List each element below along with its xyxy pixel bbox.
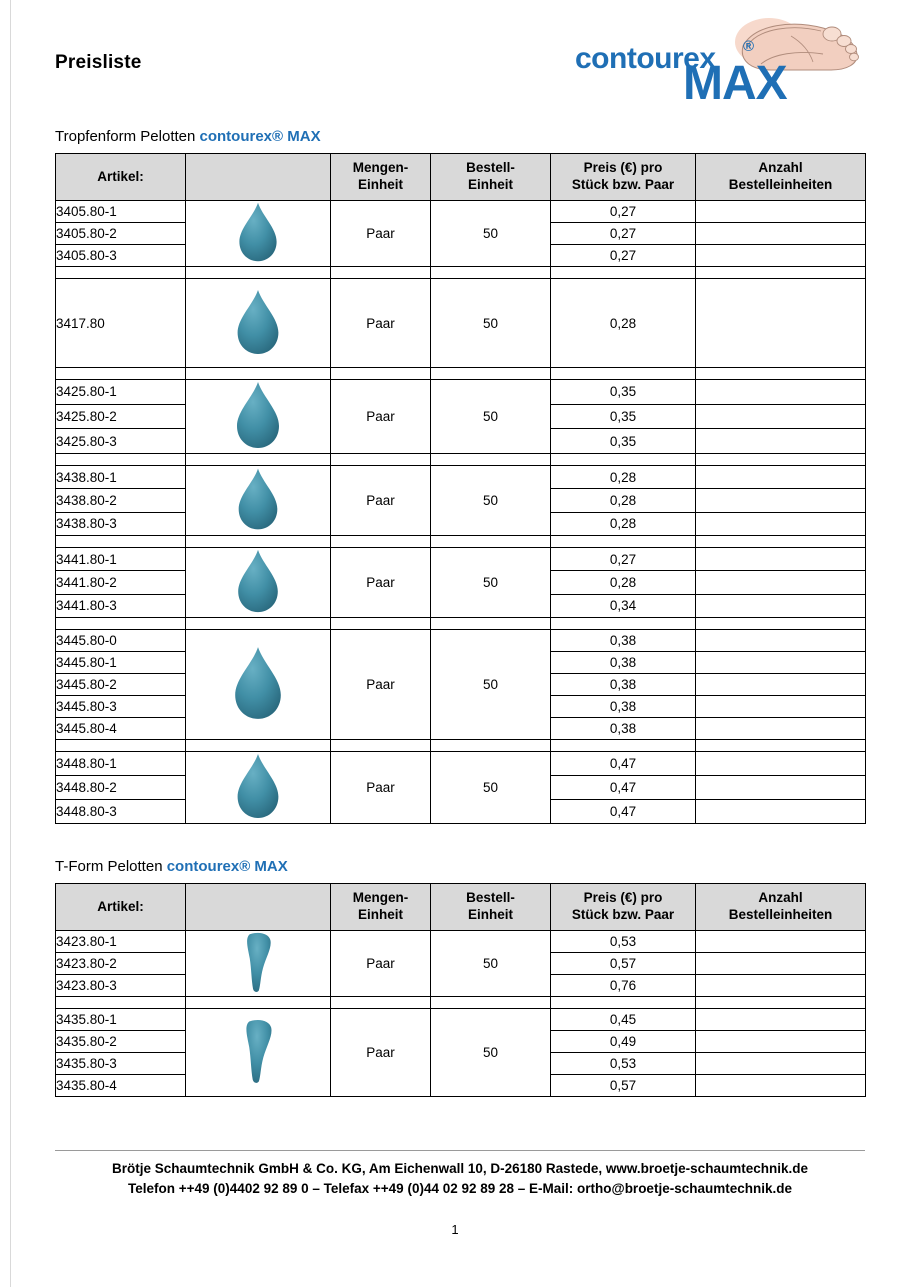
col-header-artikel — [56, 884, 186, 931]
cell-preis: 0,47 — [551, 776, 696, 800]
cell-artikel: 3423.80-2 — [56, 953, 186, 975]
pelotte-drop-icon — [230, 645, 286, 721]
cell-product-image — [186, 380, 331, 454]
section-heading-brand: contourex® MAX — [199, 128, 321, 145]
cell-anzahl-bestelleinheiten[interactable] — [696, 380, 866, 405]
cell-artikel: 3405.80-2 — [56, 223, 186, 245]
table-header-row — [56, 154, 866, 201]
cell-preis: 0,35 — [551, 404, 696, 429]
table-row — [56, 201, 866, 223]
cell-bestelleinheit: 50 — [431, 380, 551, 454]
cell-anzahl-bestelleinheiten[interactable] — [696, 953, 866, 975]
spacer-cell — [186, 740, 331, 752]
cell-artikel: 3448.80-2 — [56, 776, 186, 800]
cell-artikel: 3425.80-2 — [56, 404, 186, 429]
col-header-bestelleinheit — [431, 154, 551, 201]
cell-mengeneinheit: Paar — [331, 752, 431, 824]
table-body-tropfenform — [56, 201, 866, 824]
cell-preis: 0,57 — [551, 953, 696, 975]
spacer-cell — [186, 454, 331, 466]
cell-preis: 0,49 — [551, 1031, 696, 1053]
col-header-mengeneinheit — [331, 884, 431, 931]
spacer-cell — [331, 267, 431, 279]
cell-bestelleinheit: 50 — [431, 931, 551, 997]
cell-product-image — [186, 931, 331, 997]
cell-mengeneinheit: Paar — [331, 466, 431, 536]
cell-anzahl-bestelleinheiten[interactable] — [696, 718, 866, 740]
cell-anzahl-bestelleinheiten[interactable] — [696, 512, 866, 535]
col-header-preis — [551, 154, 696, 201]
cell-anzahl-bestelleinheiten[interactable] — [696, 1075, 866, 1097]
cell-artikel: 3435.80-1 — [56, 1009, 186, 1031]
col-header-preis-line1: Preis (€) pro — [583, 160, 663, 176]
section-heading-tropfenform — [55, 128, 865, 145]
cell-preis: 0,28 — [551, 512, 696, 535]
cell-anzahl-bestelleinheiten[interactable] — [696, 1009, 866, 1031]
cell-anzahl-bestelleinheiten[interactable] — [696, 429, 866, 454]
spacer-cell — [551, 740, 696, 752]
spacer-cell — [551, 997, 696, 1009]
cell-product-image — [186, 630, 331, 740]
cell-anzahl-bestelleinheiten[interactable] — [696, 776, 866, 800]
section-tropfenform — [55, 128, 865, 824]
page-footer — [55, 1150, 865, 1198]
cell-anzahl-bestelleinheiten[interactable] — [696, 594, 866, 617]
cell-anzahl-bestelleinheiten[interactable] — [696, 696, 866, 718]
col-header-artikel-line1: Artikel: — [97, 168, 144, 184]
spacer-cell — [331, 454, 431, 466]
footer-divider — [55, 1150, 865, 1151]
cell-mengeneinheit: Paar — [331, 931, 431, 997]
col-header-anzahl-line1: Anzahl — [758, 890, 803, 906]
col-header-anzahl-line1: Anzahl — [758, 160, 803, 176]
cell-artikel: 3425.80-3 — [56, 429, 186, 454]
col-header-bestelleinheit — [431, 884, 551, 931]
section-tform — [55, 858, 865, 1097]
spacer-cell — [696, 454, 866, 466]
cell-anzahl-bestelleinheiten[interactable] — [696, 404, 866, 429]
spacer-cell — [696, 740, 866, 752]
col-header-menge-line2: Einheit — [357, 907, 403, 922]
cell-preis: 0,47 — [551, 752, 696, 776]
cell-mengeneinheit: Paar — [331, 380, 431, 454]
cell-artikel: 3441.80-2 — [56, 571, 186, 594]
cell-mengeneinheit: Paar — [331, 548, 431, 618]
col-header-anzahl-line2: Bestelleinheiten — [728, 907, 833, 922]
cell-bestelleinheit: 50 — [431, 1009, 551, 1097]
cell-preis: 0,34 — [551, 594, 696, 617]
price-table-tropfenform — [55, 153, 866, 824]
cell-preis: 0,76 — [551, 975, 696, 997]
cell-preis: 0,28 — [551, 489, 696, 512]
spacer-cell — [696, 536, 866, 548]
footer-contact-line: Telefon ++49 (0)4402 92 89 0 – Telefax ++49 (0)44 02 92 89 28 – E-Mail: ortho@broetje-schaumtechnik.de — [128, 1180, 792, 1196]
cell-preis: 0,53 — [551, 1053, 696, 1075]
section-heading-plain: Tropfenform Pelotten — [55, 128, 200, 145]
cell-preis: 0,53 — [551, 931, 696, 953]
cell-preis: 0,38 — [551, 718, 696, 740]
spacer-cell — [56, 454, 186, 466]
cell-anzahl-bestelleinheiten[interactable] — [696, 931, 866, 953]
cell-bestelleinheit: 50 — [431, 466, 551, 536]
col-header-bild — [186, 154, 331, 201]
spacer-cell — [331, 368, 431, 380]
table-group-spacer — [56, 618, 866, 630]
col-header-anzahl — [696, 154, 866, 201]
cell-artikel: 3441.80-1 — [56, 548, 186, 571]
spacer-cell — [431, 368, 551, 380]
spacer-cell — [696, 997, 866, 1009]
spacer-cell — [431, 618, 551, 630]
pelotte-drop-icon — [234, 548, 282, 614]
spacer-cell — [186, 267, 331, 279]
col-header-menge-line2: Einheit — [357, 177, 403, 192]
cell-anzahl-bestelleinheiten[interactable] — [696, 466, 866, 489]
cell-product-image — [186, 752, 331, 824]
spacer-cell — [331, 536, 431, 548]
cell-bestelleinheit: 50 — [431, 752, 551, 824]
spacer-cell — [56, 368, 186, 380]
cell-mengeneinheit: Paar — [331, 630, 431, 740]
cell-artikel: 3438.80-3 — [56, 512, 186, 535]
pelotte-drop-icon — [235, 201, 281, 263]
pelotte-drop-icon — [233, 752, 283, 820]
spacer-cell — [551, 536, 696, 548]
page-title: Preisliste — [55, 52, 142, 73]
col-header-preis — [551, 884, 696, 931]
pelotte-tform-icon — [237, 931, 279, 993]
cell-anzahl-bestelleinheiten[interactable] — [696, 201, 866, 223]
cell-artikel: 3435.80-2 — [56, 1031, 186, 1053]
cell-bestelleinheit: 50 — [431, 279, 551, 368]
cell-artikel: 3448.80-3 — [56, 800, 186, 824]
table-header — [56, 884, 866, 931]
spacer-cell — [551, 618, 696, 630]
cell-product-image — [186, 279, 331, 368]
cell-preis: 0,57 — [551, 1075, 696, 1097]
col-header-preis-line1: Preis (€) pro — [583, 890, 663, 906]
table-header — [56, 154, 866, 201]
col-header-menge-line1: Mengen- — [352, 890, 409, 906]
cell-artikel: 3423.80-3 — [56, 975, 186, 997]
spacer-cell — [186, 536, 331, 548]
cell-artikel: 3405.80-3 — [56, 245, 186, 267]
cell-anzahl-bestelleinheiten[interactable] — [696, 571, 866, 594]
cell-preis: 0,38 — [551, 674, 696, 696]
cell-anzahl-bestelleinheiten[interactable] — [696, 223, 866, 245]
col-header-bild — [186, 884, 331, 931]
col-header-mengeneinheit — [331, 154, 431, 201]
cell-anzahl-bestelleinheiten[interactable] — [696, 1053, 866, 1075]
cell-artikel: 3445.80-3 — [56, 696, 186, 718]
col-header-preis-line2: Stück bzw. Paar — [571, 907, 675, 922]
cell-preis: 0,27 — [551, 548, 696, 571]
table-row — [56, 752, 866, 776]
cell-mengeneinheit: Paar — [331, 279, 431, 368]
cell-artikel: 3448.80-1 — [56, 752, 186, 776]
spacer-cell — [431, 536, 551, 548]
cell-anzahl-bestelleinheiten[interactable] — [696, 489, 866, 512]
cell-preis: 0,38 — [551, 652, 696, 674]
col-header-bestell-line2: Einheit — [467, 907, 513, 922]
spacer-cell — [331, 740, 431, 752]
cell-anzahl-bestelleinheiten[interactable] — [696, 1031, 866, 1053]
cell-artikel: 3445.80-0 — [56, 630, 186, 652]
cell-preis: 0,28 — [551, 466, 696, 489]
spacer-cell — [331, 618, 431, 630]
logo-brand-text: contourex — [575, 42, 716, 75]
table-row — [56, 931, 866, 953]
cell-anzahl-bestelleinheiten[interactable] — [696, 630, 866, 652]
table-row — [56, 630, 866, 652]
table-group-spacer — [56, 267, 866, 279]
cell-anzahl-bestelleinheiten[interactable] — [696, 800, 866, 824]
spacer-cell — [551, 368, 696, 380]
cell-anzahl-bestelleinheiten[interactable] — [696, 548, 866, 571]
spacer-cell — [186, 368, 331, 380]
cell-preis: 0,28 — [551, 571, 696, 594]
cell-bestelleinheit: 50 — [431, 548, 551, 618]
contourex-max-logo — [575, 16, 865, 110]
page-number: 1 — [451, 1222, 459, 1237]
col-header-anzahl — [696, 884, 866, 931]
col-header-menge-line1: Mengen- — [352, 160, 409, 176]
cell-anzahl-bestelleinheiten[interactable] — [696, 245, 866, 267]
pelotte-drop-icon — [235, 466, 281, 532]
page-content — [55, 0, 865, 1097]
price-table-tform — [55, 883, 866, 1097]
section-heading-plain: T-Form Pelotten — [55, 858, 167, 875]
section-heading-brand: contourex® MAX — [166, 858, 288, 875]
pelotte-tform-icon — [236, 1018, 280, 1084]
col-header-anzahl-line2: Bestelleinheiten — [728, 177, 833, 192]
col-header-artikel-line1: Artikel: — [97, 898, 144, 914]
cell-product-image — [186, 466, 331, 536]
cell-preis: 0,28 — [551, 279, 696, 368]
table-group-spacer — [56, 740, 866, 752]
cell-artikel: 3425.80-1 — [56, 380, 186, 405]
footer-address-line: Brötje Schaumtechnik GmbH & Co. KG, Am Eichenwall 10, D-26180 Rastede, www.broetje-schaumtechnik.de — [112, 1161, 808, 1176]
cell-anzahl-bestelleinheiten[interactable] — [696, 652, 866, 674]
cell-anzahl-bestelleinheiten[interactable] — [696, 752, 866, 776]
col-header-preis-line2: Stück bzw. Paar — [571, 177, 675, 192]
spacer-cell — [696, 267, 866, 279]
cell-artikel: 3441.80-3 — [56, 594, 186, 617]
cell-artikel: 3445.80-1 — [56, 652, 186, 674]
table-row — [56, 279, 866, 368]
spacer-cell — [431, 740, 551, 752]
cell-product-image — [186, 548, 331, 618]
cell-preis: 0,45 — [551, 1009, 696, 1031]
col-header-bestell-line1: Bestell- — [466, 160, 515, 176]
cell-artikel: 3405.80-1 — [56, 201, 186, 223]
page-left-margin — [0, 0, 11, 1287]
cell-bestelleinheit: 50 — [431, 201, 551, 267]
spacer-cell — [56, 536, 186, 548]
logo-product-text: MAX — [683, 57, 787, 110]
cell-product-image — [186, 1009, 331, 1097]
pelotte-drop-icon — [232, 380, 284, 450]
cell-anzahl-bestelleinheiten[interactable] — [696, 674, 866, 696]
spacer-cell — [551, 454, 696, 466]
table-group-spacer — [56, 454, 866, 466]
cell-anzahl-bestelleinheiten[interactable] — [696, 279, 866, 368]
spacer-cell — [56, 740, 186, 752]
table-group-spacer — [56, 368, 866, 380]
cell-artikel: 3417.80 — [56, 279, 186, 368]
table-row — [56, 548, 866, 571]
cell-mengeneinheit: Paar — [331, 1009, 431, 1097]
spacer-cell — [551, 267, 696, 279]
spacer-cell — [696, 368, 866, 380]
spacer-cell — [696, 618, 866, 630]
table-header-row — [56, 884, 866, 931]
col-header-bestell-line2: Einheit — [467, 177, 513, 192]
cell-preis: 0,47 — [551, 800, 696, 824]
cell-preis: 0,35 — [551, 429, 696, 454]
col-header-artikel — [56, 154, 186, 201]
table-row — [56, 466, 866, 489]
col-header-bestell-line1: Bestell- — [466, 890, 515, 906]
cell-preis: 0,27 — [551, 223, 696, 245]
spacer-cell — [431, 454, 551, 466]
spacer-cell — [56, 997, 186, 1009]
cell-product-image — [186, 201, 331, 267]
cell-preis: 0,27 — [551, 201, 696, 223]
spacer-cell — [56, 267, 186, 279]
cell-preis: 0,35 — [551, 380, 696, 405]
cell-mengeneinheit: Paar — [331, 201, 431, 267]
spacer-cell — [186, 618, 331, 630]
cell-artikel: 3438.80-2 — [56, 489, 186, 512]
logo-registered-icon: ® — [743, 38, 755, 55]
table-group-spacer — [56, 536, 866, 548]
table-body-tform — [56, 931, 866, 1097]
spacer-cell — [56, 618, 186, 630]
cell-artikel: 3435.80-3 — [56, 1053, 186, 1075]
cell-preis: 0,38 — [551, 630, 696, 652]
table-row — [56, 380, 866, 405]
spacer-cell — [186, 997, 331, 1009]
page-header — [55, 0, 865, 110]
cell-artikel: 3445.80-2 — [56, 674, 186, 696]
spacer-cell — [331, 997, 431, 1009]
cell-artikel: 3423.80-1 — [56, 931, 186, 953]
cell-preis: 0,27 — [551, 245, 696, 267]
cell-bestelleinheit: 50 — [431, 630, 551, 740]
spacer-cell — [431, 997, 551, 1009]
spacer-cell — [431, 267, 551, 279]
section-heading-tform — [55, 858, 865, 875]
cell-artikel: 3445.80-4 — [56, 718, 186, 740]
cell-artikel: 3438.80-1 — [56, 466, 186, 489]
cell-anzahl-bestelleinheiten[interactable] — [696, 975, 866, 997]
cell-artikel: 3435.80-4 — [56, 1075, 186, 1097]
cell-preis: 0,38 — [551, 696, 696, 718]
pelotte-drop-icon — [233, 288, 283, 356]
table-group-spacer — [56, 997, 866, 1009]
table-row — [56, 1009, 866, 1031]
